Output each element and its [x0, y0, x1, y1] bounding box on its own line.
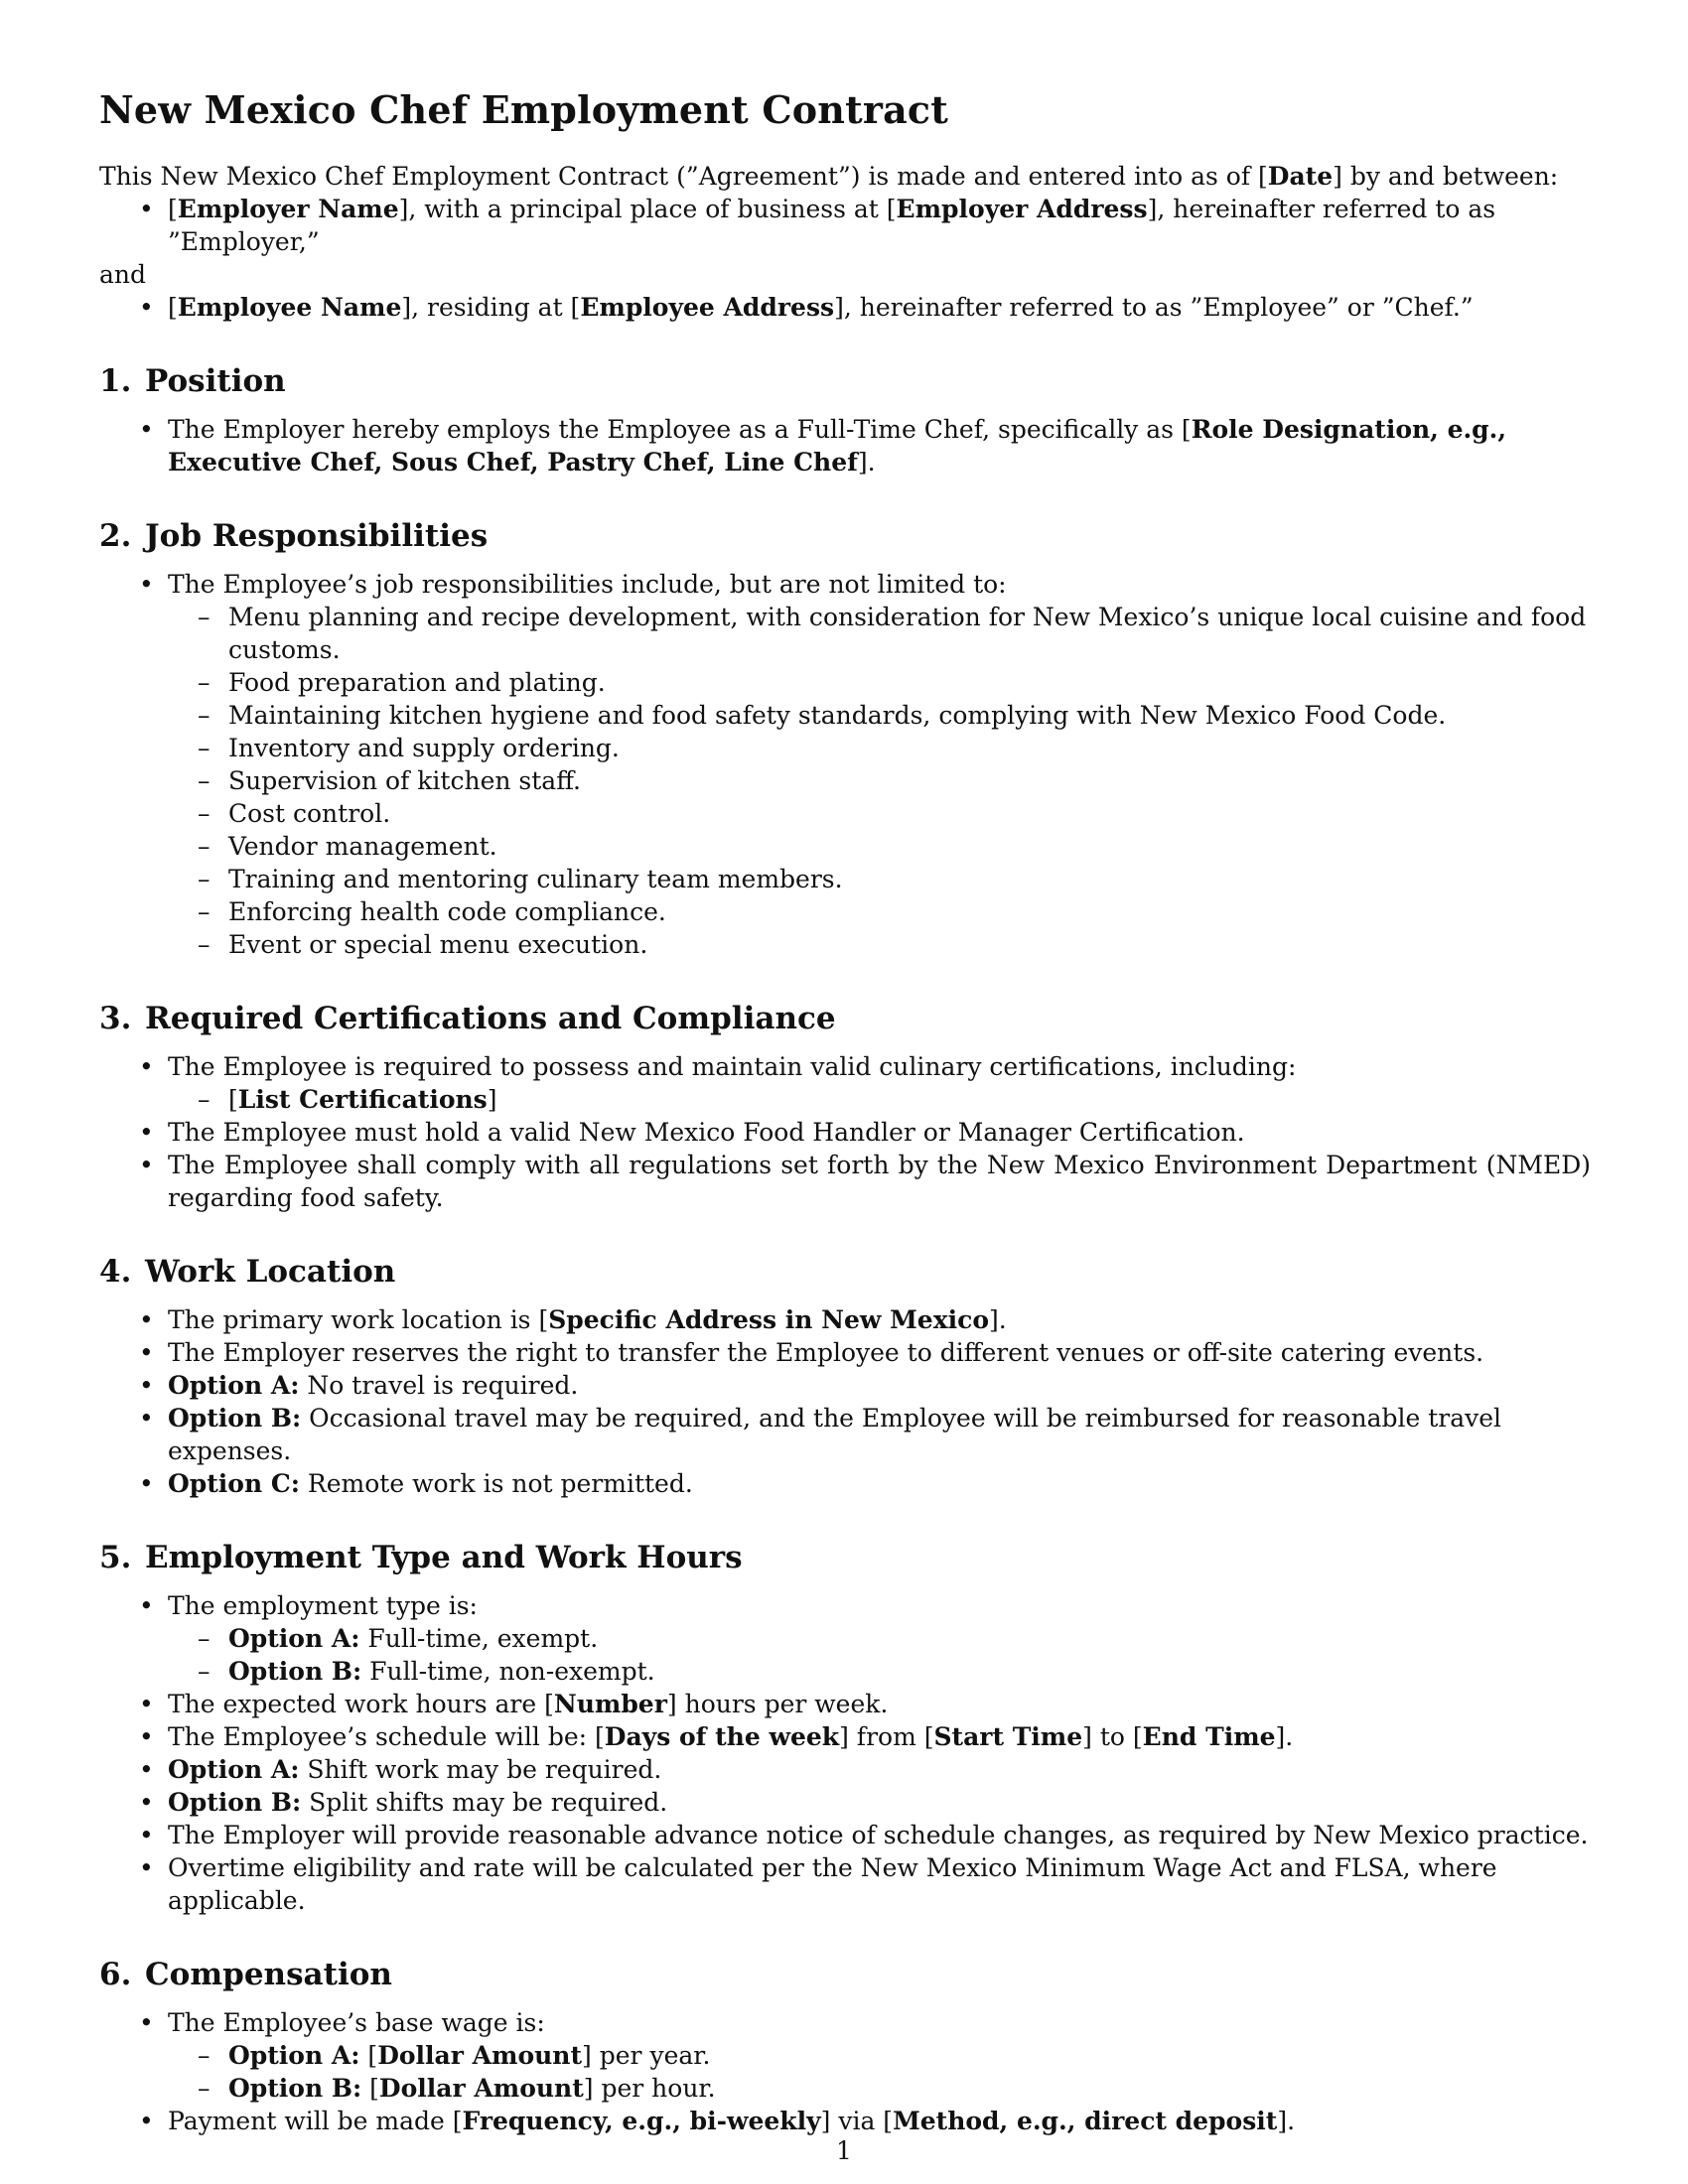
list-item: • The Employee is required to possess and maintain valid culinary certifications, including: – [List Certifications] [99, 1050, 1591, 1116]
list-item: – Option A: Full-time, exempt. [168, 1622, 1591, 1655]
compensation-list [99, 2006, 1591, 2137]
responsibilities-list [99, 568, 1591, 961]
employer-name-placeholder: Employer Name [177, 195, 399, 223]
list-item: – Vendor management. [168, 830, 1591, 863]
certifications-sublist [168, 1083, 1591, 1116]
list-item: – Maintaining kitchen hygiene and food safety standards, complying with New Mexico Food Code. [168, 699, 1591, 732]
list-item: – Enforcing health code compliance. [168, 895, 1591, 928]
list-item: – [List Certifications] [168, 1083, 1591, 1116]
address-placeholder: Specific Address in New Mexico [548, 1305, 990, 1334]
list-item: • Option B: Split shifts may be required. [99, 1786, 1591, 1819]
list-item: – Supervision of kitchen staff. [168, 764, 1591, 797]
list-item: – Option B: Full-time, non-exempt. [168, 1655, 1591, 1688]
employment-type-list [99, 1589, 1591, 1917]
method-placeholder: Method, e.g., direct deposit [893, 2107, 1278, 2135]
list-item: • Option A: No travel is required. [99, 1369, 1591, 1402]
end-time-placeholder: End Time [1142, 1722, 1276, 1751]
intro-paragraph: This New Mexico Chef Employment Contract (”Agreement”) is made and entered into as of [Date] by and between: [99, 162, 1559, 191]
page-number: 1 [836, 2136, 852, 2165]
list-item: – Cost control. [168, 797, 1591, 830]
dollar-amount-placeholder: Dollar Amount [377, 2041, 583, 2070]
list-item: – Option B: [Dollar Amount] per hour. [168, 2072, 1591, 2105]
list-item: • The Employee shall comply with all regulations set forth by the New Mexico Environment Department (NMED) regarding food safety. [99, 1149, 1591, 1214]
document-title: New Mexico Chef Employment Contract [99, 87, 949, 132]
employer-address-placeholder: Employer Address [896, 195, 1148, 223]
list-item: • The Employee’s job responsibilities include, but are not limited to: – Menu planning and recipe development, with consideration for New Mexico’s unique local cuisine and food customs. – Food preparation and plating. – Maintaining kitchen hygiene and food safety standards, complying with New Mexico Food Code. – Inventory and supply ordering. – Supervision of kitchen staff. – Cost control. – Vendor management. – Training and mentoring culinary team members. – Enforcing health code compliance. – Event or special menu execution. [99, 568, 1591, 961]
hours-placeholder: Number [553, 1690, 667, 1718]
section-heading-certifications: 3. Required Certifications and Compliance [99, 1001, 836, 1036]
list-item: – Option A: [Dollar Amount] per year. [168, 2039, 1591, 2072]
dollar-amount-placeholder: Dollar Amount [378, 2074, 584, 2103]
employment-type-sublist [168, 1622, 1591, 1688]
list-item: • The Employer reserves the right to transfer the Employee to different venues or off-site catering events. [99, 1336, 1591, 1369]
section-heading-job-responsibilities: 2. Job Responsibilities [99, 518, 489, 554]
section-heading-work-location: 4. Work Location [99, 1254, 396, 1290]
list-item: – Event or special menu execution. [168, 928, 1591, 961]
list-item: • The Employer will provide reasonable advance notice of schedule changes, as required by New Mexico practice. [99, 1819, 1591, 1851]
parties-employer-list [99, 193, 1591, 258]
start-time-placeholder: Start Time [933, 1722, 1083, 1751]
position-list [99, 413, 1591, 478]
work-location-list [99, 1303, 1591, 1500]
list-item: • The expected work hours are [Number] hours per week. [99, 1688, 1591, 1720]
list-item: • The primary work location is [Specific Address in New Mexico]. [99, 1303, 1591, 1336]
date-placeholder: Date [1267, 162, 1334, 191]
employee-name-placeholder: Employee Name [177, 293, 402, 322]
section-heading-employment-type: 5. Employment Type and Work Hours [99, 1540, 743, 1575]
list-item: – Menu planning and recipe development, with consideration for New Mexico’s unique local cuisine and food customs. [168, 601, 1591, 666]
role-placeholder: Role Designation, e.g., Executive Chef, Sous Chef, Pastry Chef, Line Chef [168, 415, 1507, 477]
list-item: • The Employee’s base wage is: – Option A: [Dollar Amount] per year. – Option B: [Dollar Amount] per hour. [99, 2006, 1591, 2105]
employer-party-item: • [Employer Name], with a principal place of business at [Employer Address], hereinafter referred to as ”Employer,” [99, 193, 1591, 258]
list-item: • Option B: Occasional travel may be required, and the Employee will be reimbursed for reasonable travel expenses. [99, 1402, 1591, 1467]
frequency-placeholder: Frequency, e.g., bi-weekly [462, 2107, 821, 2135]
list-item: • The Employee’s schedule will be: [Days of the week] from [Start Time] to [End Time]. [99, 1720, 1591, 1753]
and-connector: and [99, 260, 147, 289]
employee-party-item: • [Employee Name], residing at [Employee Address], hereinafter referred to as ”Employee” or ”Chef.” [99, 291, 1591, 324]
list-item: • Option A: Shift work may be required. [99, 1753, 1591, 1786]
days-placeholder: Days of the week [604, 1722, 840, 1751]
certifications-list [99, 1050, 1591, 1214]
section-heading-compensation: 6. Compensation [99, 1957, 392, 1992]
compensation-sublist [168, 2039, 1591, 2105]
list-item: • The Employee must hold a valid New Mexico Food Handler or Manager Certification. [99, 1116, 1591, 1149]
employee-address-placeholder: Employee Address [580, 293, 835, 322]
parties-employee-list [99, 291, 1591, 324]
section-heading-position: 1. Position [99, 363, 286, 399]
list-item: • Overtime eligibility and rate will be calculated per the New Mexico Minimum Wage Act and FLSA, where applicable. [99, 1851, 1591, 1917]
list-item: – Food preparation and plating. [168, 666, 1591, 699]
list-item: – Inventory and supply ordering. [168, 732, 1591, 764]
list-item: • The Employer hereby employs the Employee as a Full-Time Chef, specifically as [Role Designation, e.g., Executive Chef, Sous Chef, Pastry Chef, Line Chef]. [99, 413, 1591, 478]
list-item: • Payment will be made [Frequency, e.g., bi-weekly] via [Method, e.g., direct deposit]. [99, 2105, 1591, 2137]
list-item: – Training and mentoring culinary team members. [168, 863, 1591, 895]
list-item: • Option C: Remote work is not permitted. [99, 1467, 1591, 1500]
responsibilities-sublist [168, 601, 1591, 961]
certifications-placeholder: List Certifications [237, 1085, 488, 1114]
list-item: • The employment type is: – Option A: Full-time, exempt. – Option B: Full-time, non-exempt. [99, 1589, 1591, 1688]
